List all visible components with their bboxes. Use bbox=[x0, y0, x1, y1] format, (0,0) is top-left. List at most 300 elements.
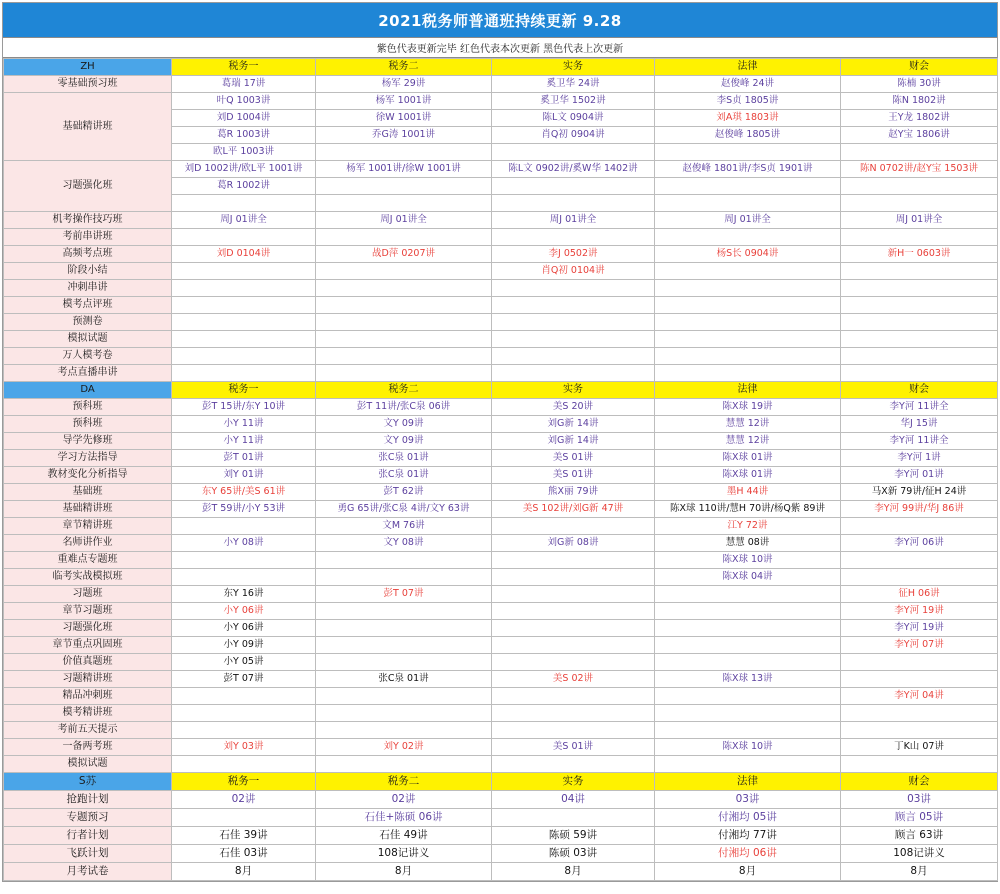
cell: 彭T 01讲 bbox=[172, 450, 316, 467]
class-label: 一备两考班 bbox=[4, 739, 172, 756]
cell bbox=[492, 688, 655, 705]
subject-header: 税务二 bbox=[316, 382, 492, 399]
subject-header: 税务一 bbox=[172, 382, 316, 399]
cell bbox=[841, 229, 998, 246]
class-label: 习题班 bbox=[4, 586, 172, 603]
cell bbox=[316, 229, 492, 246]
cell: 美S 102讲/刘G新 47讲 bbox=[492, 501, 655, 518]
cell bbox=[316, 178, 492, 195]
cell bbox=[316, 637, 492, 654]
cell bbox=[492, 637, 655, 654]
cell: 文Y 08讲 bbox=[316, 535, 492, 552]
class-label: 基础班 bbox=[4, 484, 172, 501]
cell bbox=[316, 552, 492, 569]
table-row bbox=[4, 722, 998, 739]
cell bbox=[172, 195, 316, 212]
cell: 刘G新 14讲 bbox=[492, 433, 655, 450]
table-row bbox=[4, 552, 998, 569]
table-row bbox=[4, 501, 998, 518]
subject-header: 税务一 bbox=[172, 59, 316, 76]
cell: 张C泉 01讲 bbox=[316, 450, 492, 467]
cell bbox=[841, 314, 998, 331]
table-row bbox=[4, 450, 998, 467]
table-row bbox=[4, 229, 998, 246]
cell bbox=[492, 722, 655, 739]
cell: 陈硕 03讲 bbox=[492, 845, 655, 863]
cell: 04讲 bbox=[492, 791, 655, 809]
cell: 杨军 1001讲/徐W 1001讲 bbox=[316, 161, 492, 178]
cell: 刘G新 14讲 bbox=[492, 416, 655, 433]
table-row bbox=[4, 246, 998, 263]
cell: 美S 01讲 bbox=[492, 450, 655, 467]
subject-header: 法律 bbox=[655, 773, 841, 791]
cell: 李Y河 1讲 bbox=[841, 450, 998, 467]
cell bbox=[655, 688, 841, 705]
cell: 陈X球 01讲 bbox=[655, 467, 841, 484]
table-row bbox=[4, 263, 998, 280]
table-row bbox=[4, 484, 998, 501]
cell bbox=[655, 297, 841, 314]
cell: 江Y 72讲 bbox=[655, 518, 841, 535]
cell bbox=[316, 195, 492, 212]
cell: 慧慧 12讲 bbox=[655, 416, 841, 433]
cell bbox=[655, 178, 841, 195]
cell bbox=[655, 637, 841, 654]
cell: 张C泉 01讲 bbox=[316, 467, 492, 484]
cell bbox=[492, 314, 655, 331]
cell: 108记讲义 bbox=[841, 845, 998, 863]
cell: 小Y 06讲 bbox=[172, 620, 316, 637]
cell bbox=[492, 809, 655, 827]
cell: 陈楠 30讲 bbox=[841, 76, 998, 93]
cell bbox=[841, 518, 998, 535]
cell: 小Y 05讲 bbox=[172, 654, 316, 671]
cell bbox=[316, 331, 492, 348]
cell: 慧慧 08讲 bbox=[655, 535, 841, 552]
class-label: 预科班 bbox=[4, 416, 172, 433]
cell: 02讲 bbox=[172, 791, 316, 809]
cell: 葛R 1003讲 bbox=[172, 127, 316, 144]
cell bbox=[655, 280, 841, 297]
cell bbox=[655, 722, 841, 739]
cell bbox=[316, 365, 492, 382]
cell bbox=[172, 705, 316, 722]
cell: 陈L文 0902讲/奚W华 1402讲 bbox=[492, 161, 655, 178]
cell: 周J 01讲全 bbox=[841, 212, 998, 229]
cell: 战D萍 0207讲 bbox=[316, 246, 492, 263]
section-name: ZH bbox=[4, 59, 172, 76]
cell: 肖Q初 0904讲 bbox=[492, 127, 655, 144]
table-row bbox=[4, 348, 998, 365]
cell bbox=[841, 297, 998, 314]
cell bbox=[172, 722, 316, 739]
cell: 慧慧 12讲 bbox=[655, 433, 841, 450]
table-row bbox=[4, 433, 998, 450]
cell bbox=[492, 365, 655, 382]
cell bbox=[841, 569, 998, 586]
table-row bbox=[4, 297, 998, 314]
cell bbox=[316, 756, 492, 773]
cell: 小Y 11讲 bbox=[172, 416, 316, 433]
cell bbox=[316, 654, 492, 671]
cell bbox=[655, 603, 841, 620]
cell: 李J 0502讲 bbox=[492, 246, 655, 263]
cell: 周J 01讲全 bbox=[316, 212, 492, 229]
cell: 彭T 07讲 bbox=[316, 586, 492, 603]
class-label: 机考操作技巧班 bbox=[4, 212, 172, 229]
cell: 肖Q初 0104讲 bbox=[492, 263, 655, 280]
class-label: 零基础预习班 bbox=[4, 76, 172, 93]
cell bbox=[172, 552, 316, 569]
cell: 勇G 65讲/张C泉 4讲/文Y 63讲 bbox=[316, 501, 492, 518]
cell bbox=[655, 331, 841, 348]
cell: 美S 01讲 bbox=[492, 739, 655, 756]
cell: 付湘均 05讲 bbox=[655, 809, 841, 827]
cell: 李S贞 1805讲 bbox=[655, 93, 841, 110]
cell: 陈N 1802讲 bbox=[841, 93, 998, 110]
cell: 杨S长 0904讲 bbox=[655, 246, 841, 263]
cell bbox=[492, 280, 655, 297]
class-label: 考前串讲班 bbox=[4, 229, 172, 246]
cell: 李Y河 99讲/华J 86讲 bbox=[841, 501, 998, 518]
cell bbox=[172, 756, 316, 773]
cell bbox=[841, 654, 998, 671]
class-label: 冲刺串讲 bbox=[4, 280, 172, 297]
cell bbox=[316, 314, 492, 331]
class-label: 名师讲作业 bbox=[4, 535, 172, 552]
cell bbox=[492, 518, 655, 535]
cell: 李Y河 06讲 bbox=[841, 535, 998, 552]
cell bbox=[172, 314, 316, 331]
cell: 文M 76讲 bbox=[316, 518, 492, 535]
cell bbox=[841, 552, 998, 569]
cell: 刘Y 02讲 bbox=[316, 739, 492, 756]
cell: 杨军 29讲 bbox=[316, 76, 492, 93]
cell bbox=[172, 569, 316, 586]
class-label: 基础精讲班 bbox=[4, 501, 172, 518]
cell bbox=[316, 280, 492, 297]
cell: 东Y 16讲 bbox=[172, 586, 316, 603]
cell bbox=[841, 671, 998, 688]
cell: 李Y河 07讲 bbox=[841, 637, 998, 654]
cell bbox=[655, 654, 841, 671]
class-label: 预科班 bbox=[4, 399, 172, 416]
cell: 彭T 62讲 bbox=[316, 484, 492, 501]
cell bbox=[841, 144, 998, 161]
cell: 刘D 0104讲 bbox=[172, 246, 316, 263]
cell bbox=[492, 178, 655, 195]
subject-header: 税务一 bbox=[172, 773, 316, 791]
cell bbox=[172, 263, 316, 280]
cell: 石佳 49讲 bbox=[316, 827, 492, 845]
cell bbox=[492, 620, 655, 637]
class-label: 模拟试题 bbox=[4, 331, 172, 348]
cell: 石佳+陈硕 06讲 bbox=[316, 809, 492, 827]
cell: 石佳 39讲 bbox=[172, 827, 316, 845]
cell bbox=[841, 263, 998, 280]
class-label: 习题强化班 bbox=[4, 620, 172, 637]
table-row bbox=[4, 535, 998, 552]
section-header-row bbox=[4, 382, 998, 399]
class-label: 阶段小结 bbox=[4, 263, 172, 280]
cell: 丁K山 07讲 bbox=[841, 739, 998, 756]
cell bbox=[316, 603, 492, 620]
page-title: 2021税务师普通班持续更新 9.28 bbox=[3, 3, 997, 38]
subject-header: 税务二 bbox=[316, 59, 492, 76]
table-row bbox=[4, 791, 998, 809]
cell: 葛瑞 17讲 bbox=[172, 76, 316, 93]
cell bbox=[655, 756, 841, 773]
cell bbox=[841, 365, 998, 382]
cell bbox=[492, 297, 655, 314]
cell: 李Y河 01讲 bbox=[841, 467, 998, 484]
class-label: 学习方法指导 bbox=[4, 450, 172, 467]
cell: 熊X丽 79讲 bbox=[492, 484, 655, 501]
table-row bbox=[4, 586, 998, 603]
cell: 陈X球 04讲 bbox=[655, 569, 841, 586]
cell bbox=[492, 348, 655, 365]
cell: 李Y河 19讲 bbox=[841, 620, 998, 637]
table-row bbox=[4, 845, 998, 863]
table-row bbox=[4, 518, 998, 535]
cell: 刘A琪 1803讲 bbox=[655, 110, 841, 127]
cell: 8月 bbox=[492, 863, 655, 881]
cell: 刘D 1002讲/欧L平 1001讲 bbox=[172, 161, 316, 178]
class-label: 基础精讲班 bbox=[4, 93, 172, 161]
subject-header: 实务 bbox=[492, 382, 655, 399]
cell: 付湘均 06讲 bbox=[655, 845, 841, 863]
cell bbox=[316, 144, 492, 161]
cell bbox=[172, 348, 316, 365]
section-header-row bbox=[4, 59, 998, 76]
cell: 美S 01讲 bbox=[492, 467, 655, 484]
table-row bbox=[4, 671, 998, 688]
class-label: 导学先修班 bbox=[4, 433, 172, 450]
table-row bbox=[4, 76, 998, 93]
table-row bbox=[4, 161, 998, 178]
class-label: 高频考点班 bbox=[4, 246, 172, 263]
cell bbox=[841, 722, 998, 739]
cell bbox=[172, 809, 316, 827]
cell bbox=[172, 297, 316, 314]
table-row bbox=[4, 620, 998, 637]
cell: 李Y河 19讲 bbox=[841, 603, 998, 620]
class-label: 习题精讲班 bbox=[4, 671, 172, 688]
cell: 葛R 1002讲 bbox=[172, 178, 316, 195]
cell: 赵俊峰 24讲 bbox=[655, 76, 841, 93]
table-row bbox=[4, 416, 998, 433]
cell: 征H 06讲 bbox=[841, 586, 998, 603]
table-row bbox=[4, 399, 998, 416]
cell bbox=[316, 263, 492, 280]
cell bbox=[492, 195, 655, 212]
cell bbox=[492, 144, 655, 161]
cell: 小Y 08讲 bbox=[172, 535, 316, 552]
table-row bbox=[4, 280, 998, 297]
class-label: 模考精讲班 bbox=[4, 705, 172, 722]
cell: 新H一 0603讲 bbox=[841, 246, 998, 263]
schedule-sheet bbox=[2, 2, 998, 882]
cell: 付湘均 77讲 bbox=[655, 827, 841, 845]
class-label: 预测卷 bbox=[4, 314, 172, 331]
cell bbox=[841, 348, 998, 365]
table-row bbox=[4, 654, 998, 671]
class-label: 精品冲刺班 bbox=[4, 688, 172, 705]
cell: 108记讲义 bbox=[316, 845, 492, 863]
class-label: 章节精讲班 bbox=[4, 518, 172, 535]
cell: 石佳 03讲 bbox=[172, 845, 316, 863]
cell bbox=[492, 586, 655, 603]
class-label: 价值真题班 bbox=[4, 654, 172, 671]
cell: 赵俊峰 1805讲 bbox=[655, 127, 841, 144]
class-label: 考前五天提示 bbox=[4, 722, 172, 739]
cell bbox=[841, 280, 998, 297]
cell: 美S 02讲 bbox=[492, 671, 655, 688]
cell bbox=[492, 603, 655, 620]
cell: 8月 bbox=[655, 863, 841, 881]
color-legend: 紫色代表更新完毕 红色代表本次更新 黑色代表上次更新 bbox=[3, 38, 997, 58]
cell: 杨军 1001讲 bbox=[316, 93, 492, 110]
subject-header: 财会 bbox=[841, 382, 998, 399]
cell bbox=[172, 518, 316, 535]
cell: 小Y 11讲 bbox=[172, 433, 316, 450]
cell: 徐W 1001讲 bbox=[316, 110, 492, 127]
cell bbox=[492, 552, 655, 569]
cell: 李Y河 04讲 bbox=[841, 688, 998, 705]
cell bbox=[492, 331, 655, 348]
cell bbox=[172, 365, 316, 382]
subject-header: 法律 bbox=[655, 59, 841, 76]
class-label: 专题预习 bbox=[4, 809, 172, 827]
course-table-body bbox=[4, 59, 998, 881]
cell: 赵俊峰 1801讲/李S贞 1901讲 bbox=[655, 161, 841, 178]
cell: 东Y 65讲/美S 61讲 bbox=[172, 484, 316, 501]
cell bbox=[492, 756, 655, 773]
class-label: 章节重点巩固班 bbox=[4, 637, 172, 654]
subject-header: 税务二 bbox=[316, 773, 492, 791]
cell bbox=[655, 229, 841, 246]
table-row bbox=[4, 93, 998, 110]
cell: 小Y 06讲 bbox=[172, 603, 316, 620]
section-header-row bbox=[4, 773, 998, 791]
cell: 03讲 bbox=[655, 791, 841, 809]
cell: 周J 01讲全 bbox=[492, 212, 655, 229]
table-row bbox=[4, 863, 998, 881]
table-row bbox=[4, 705, 998, 722]
cell: 刘D 1004讲 bbox=[172, 110, 316, 127]
table-row bbox=[4, 467, 998, 484]
class-label: 万人模考卷 bbox=[4, 348, 172, 365]
table-row bbox=[4, 331, 998, 348]
subject-header: 财会 bbox=[841, 59, 998, 76]
class-label: 模拟试题 bbox=[4, 756, 172, 773]
cell bbox=[841, 331, 998, 348]
cell bbox=[172, 229, 316, 246]
cell: 彭T 15讲/东Y 10讲 bbox=[172, 399, 316, 416]
table-row bbox=[4, 739, 998, 756]
cell bbox=[316, 297, 492, 314]
cell: 欧L平 1003讲 bbox=[172, 144, 316, 161]
cell: 华J 15讲 bbox=[841, 416, 998, 433]
class-label: 抢跑计划 bbox=[4, 791, 172, 809]
cell: 奚卫华 24讲 bbox=[492, 76, 655, 93]
cell bbox=[492, 654, 655, 671]
table-row bbox=[4, 827, 998, 845]
cell: 顾言 63讲 bbox=[841, 827, 998, 845]
class-label: 飞跃计划 bbox=[4, 845, 172, 863]
table-row bbox=[4, 314, 998, 331]
cell: 8月 bbox=[316, 863, 492, 881]
cell: 李Y河 11讲全 bbox=[841, 433, 998, 450]
cell: 周J 01讲全 bbox=[172, 212, 316, 229]
cell bbox=[172, 280, 316, 297]
class-label: 月考试卷 bbox=[4, 863, 172, 881]
table-row bbox=[4, 637, 998, 654]
cell bbox=[655, 348, 841, 365]
cell bbox=[655, 263, 841, 280]
class-label: 习题强化班 bbox=[4, 161, 172, 212]
cell bbox=[316, 569, 492, 586]
subject-header: 实务 bbox=[492, 59, 655, 76]
cell bbox=[841, 705, 998, 722]
cell bbox=[316, 620, 492, 637]
cell: 陈X球 13讲 bbox=[655, 671, 841, 688]
cell: 02讲 bbox=[316, 791, 492, 809]
cell: 小Y 09讲 bbox=[172, 637, 316, 654]
cell: 03讲 bbox=[841, 791, 998, 809]
table-row bbox=[4, 569, 998, 586]
cell: 彭T 59讲/小Y 53讲 bbox=[172, 501, 316, 518]
cell: 陈X球 19讲 bbox=[655, 399, 841, 416]
table-row bbox=[4, 809, 998, 827]
subject-header: 实务 bbox=[492, 773, 655, 791]
cell bbox=[655, 144, 841, 161]
cell: 王Y龙 1802讲 bbox=[841, 110, 998, 127]
cell: 文Y 09讲 bbox=[316, 416, 492, 433]
cell bbox=[316, 688, 492, 705]
cell: 赵Y宝 1806讲 bbox=[841, 127, 998, 144]
subject-header: 法律 bbox=[655, 382, 841, 399]
class-label: 教材变化分析指导 bbox=[4, 467, 172, 484]
cell: 墨H 44讲 bbox=[655, 484, 841, 501]
cell bbox=[655, 586, 841, 603]
class-label: 行者计划 bbox=[4, 827, 172, 845]
table-row bbox=[4, 365, 998, 382]
cell: 马X新 79讲/征H 24讲 bbox=[841, 484, 998, 501]
cell: 8月 bbox=[172, 863, 316, 881]
cell bbox=[655, 195, 841, 212]
cell: 彭T 11讲/张C泉 06讲 bbox=[316, 399, 492, 416]
cell: 刘Y 03讲 bbox=[172, 739, 316, 756]
cell: 奚卫华 1502讲 bbox=[492, 93, 655, 110]
class-label: 模考点评班 bbox=[4, 297, 172, 314]
cell bbox=[316, 348, 492, 365]
cell: 陈L文 0904讲 bbox=[492, 110, 655, 127]
subject-header: 财会 bbox=[841, 773, 998, 791]
cell bbox=[841, 195, 998, 212]
cell bbox=[841, 178, 998, 195]
cell bbox=[492, 569, 655, 586]
cell: 陈X球 110讲/慧H 70讲/杨Q紫 89讲 bbox=[655, 501, 841, 518]
cell: 8月 bbox=[841, 863, 998, 881]
cell bbox=[172, 331, 316, 348]
cell: 彭T 07讲 bbox=[172, 671, 316, 688]
table-row bbox=[4, 756, 998, 773]
cell bbox=[655, 314, 841, 331]
table-row bbox=[4, 603, 998, 620]
cell bbox=[316, 705, 492, 722]
cell: 陈X球 10讲 bbox=[655, 552, 841, 569]
